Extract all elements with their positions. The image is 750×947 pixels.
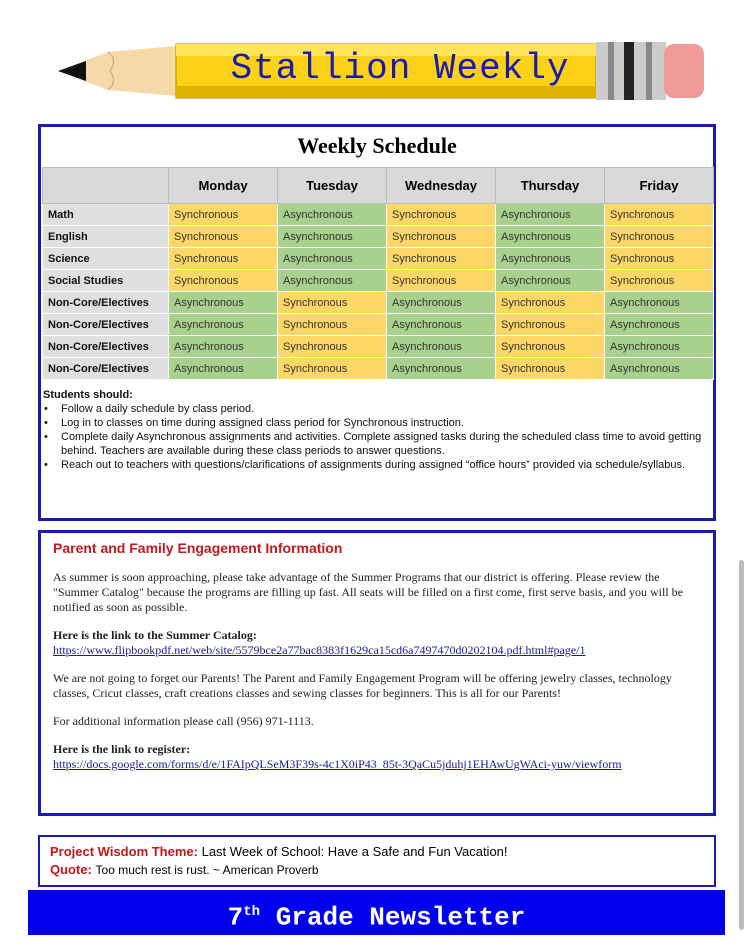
schedule-cell: Synchronous [387,248,496,270]
theme-text: Last Week of School: Have a Safe and Fun Vacation! [201,844,508,859]
table-row [43,248,714,270]
engagement-paragraph: We are not going to forget our Parents! The Parent and Family Engagement Program will be offering jewelry classes, technology classes, Cricut classes, craft creations classes and sewing classes for beginners. This is all for our Parents! [53,671,672,700]
subject-label: Science [43,248,169,270]
subject-label: Non-Core/Electives [43,358,169,380]
schedule-cell: Asynchronous [496,226,605,248]
subject-label: Non-Core/Electives [43,314,169,336]
schedule-cell: Asynchronous [387,314,496,336]
catalog-label: Here is the link to the Summer Catalog: [53,628,257,642]
subject-label: Math [43,204,169,226]
schedule-cell: Synchronous [278,292,387,314]
grade-banner [28,890,725,935]
wisdom-section [38,835,716,887]
quote-label: Quote: [50,862,92,877]
phone-info: For additional information please call (956) 971-1113. [53,714,314,728]
schedule-cell: Asynchronous [605,336,714,358]
grade-text: Grade Newsletter [275,902,526,933]
schedule-cell: Synchronous [496,292,605,314]
schedule-cell: Synchronous [605,226,714,248]
bullet: • Follow a daily schedule by class period. [43,402,707,416]
schedule-cell: Synchronous [169,204,278,226]
schedule-cell: Asynchronous [387,292,496,314]
day-header: Wednesday [387,168,496,204]
table-row [43,204,714,226]
schedule-cell: Synchronous [169,270,278,292]
schedule-cell: Synchronous [278,358,387,380]
schedule-cell: Asynchronous [169,292,278,314]
table-row [43,358,714,380]
schedule-cell: Synchronous [278,336,387,358]
schedule-cell: Synchronous [169,248,278,270]
register-label: Here is the link to register: [53,742,191,756]
schedule-cell: Synchronous [278,314,387,336]
schedule-cell: Synchronous [387,226,496,248]
day-header: Friday [605,168,714,204]
subject-label: Non-Core/Electives [43,336,169,358]
subject-label: Non-Core/Electives [43,292,169,314]
grade-suffix: th [243,904,261,920]
schedule-cell: Asynchronous [278,270,387,292]
schedule-title: Weekly Schedule [297,133,457,158]
schedule-cell: Synchronous [387,270,496,292]
subject-label: Social Studies [43,270,169,292]
schedule-cell: Asynchronous [278,226,387,248]
catalog-link[interactable]: https://www.flipbookpdf.net/web/site/5579bce2a77bac8383f1629ca15cd6a7497470d0202104.pdf.html#page/1 [53,643,586,657]
schedule-cell: Asynchronous [169,358,278,380]
schedule-cell: Synchronous [169,226,278,248]
newsletter-title: Stallion Weekly [230,48,570,89]
schedule-cell: Asynchronous [278,248,387,270]
grade-number: 7 [227,902,244,933]
table-row [43,336,714,358]
schedule-cell: Asynchronous [387,336,496,358]
schedule-cell: Synchronous [496,314,605,336]
schedule-cell: Synchronous [496,358,605,380]
table-row [43,270,714,292]
quote-text: Too much rest is rust. ~ American Proverb [95,863,319,877]
schedule-cell: Asynchronous [496,204,605,226]
students-heading: Students should: [43,389,133,401]
scrollbar[interactable] [739,560,744,930]
schedule-cell: Asynchronous [496,248,605,270]
schedule-cell: Asynchronous [605,292,714,314]
schedule-cell: Synchronous [605,270,714,292]
day-header: Tuesday [278,168,387,204]
subject-label: English [43,226,169,248]
theme-label: Project Wisdom Theme: [50,844,198,859]
schedule-cell: Asynchronous [278,204,387,226]
schedule-table [42,167,714,380]
blank-header [43,168,169,204]
schedule-cell: Synchronous [496,336,605,358]
register-link[interactable]: https://docs.google.com/forms/d/e/1FAIpQLSeM3F39s-4c1X0iP43_85t-3QaCu5jduhj1EHAwUgWAci-yuw/viewform [53,757,622,771]
table-row [43,226,714,248]
day-header: Monday [169,168,278,204]
engagement-heading: Parent and Family Engagement Information [53,540,343,556]
schedule-cell: Asynchronous [605,358,714,380]
bullet: • Log in to classes on time during assigned class period for Synchronous instruction. [43,416,707,430]
schedule-cell: Synchronous [605,204,714,226]
schedule-cell: Asynchronous [496,270,605,292]
schedule-cell: Asynchronous [169,336,278,358]
schedule-cell: Asynchronous [605,314,714,336]
table-row [43,314,714,336]
schedule-cell: Synchronous [605,248,714,270]
bullet: • Reach out to teachers with questions/clarifications of assignments during assigned “office hours” provided via schedule/syllabus. [43,458,707,472]
weekly-schedule-section [38,124,716,521]
table-row [43,292,714,314]
students-should [41,380,713,472]
schedule-cell: Asynchronous [387,358,496,380]
engagement-section [38,530,716,816]
engagement-paragraph: As summer is soon approaching, please take advantage of the Summer Programs that our district is offering. Please review the "Summer Catalog" because the programs are filling up fast. All seats will be filled on a first come, first serve basis, and you will be notified as soon as possible. [53,570,683,614]
schedule-cell: Synchronous [387,204,496,226]
day-header: Thursday [496,168,605,204]
bullet: • Complete daily Asynchronous assignments and activities. Complete assigned tasks during the scheduled class time to avoid getting behind. Teachers are available during these class periods to answer questions. [43,430,707,458]
schedule-cell: Asynchronous [169,314,278,336]
